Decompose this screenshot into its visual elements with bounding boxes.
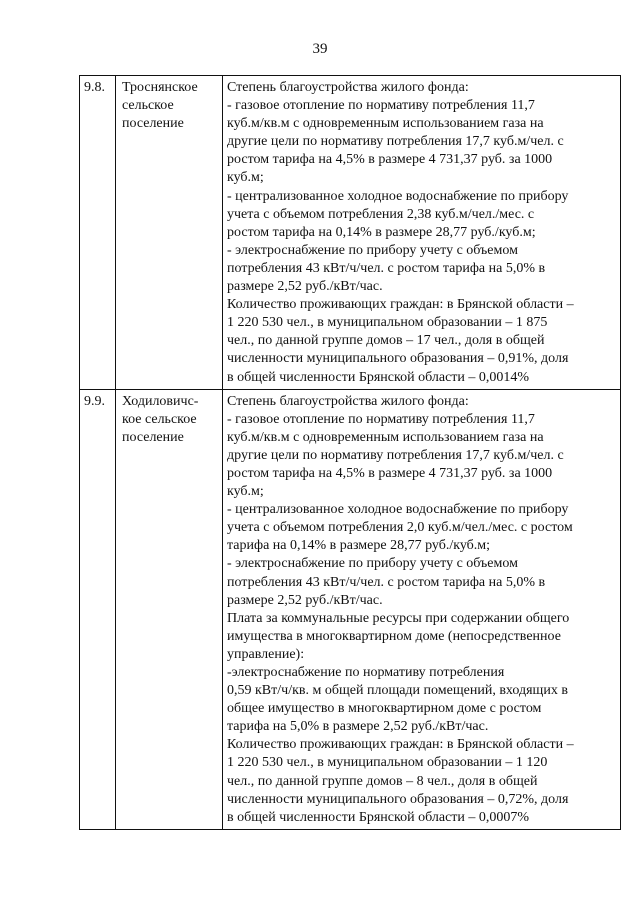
description-line: Степень благоустройства жилого фонда: xyxy=(227,80,469,95)
description-line: - централизованное холодное водоснабжение по прибору xyxy=(227,188,569,204)
settlement-name-line: поселение xyxy=(122,429,184,445)
description-line: численности муниципального образования – 0,91%, доля xyxy=(227,351,569,367)
description-line: численности муниципального образования – 0,72%, доля xyxy=(227,791,569,807)
description-line: куб.м/кв.м с одновременным использованием газа на xyxy=(227,429,544,445)
description-line: в общей численности Брянской области – 0,0007% xyxy=(227,809,530,825)
description-line: 0,59 кВт/ч/кв. м общей площади помещений, входящих в xyxy=(227,683,568,699)
description-line: чел., по данной группе домов – 17 чел., доля в общей xyxy=(227,333,545,349)
table-row xyxy=(80,389,621,829)
description-line: тарифа на 5,0% в размере 2,52 руб./кВт/час. xyxy=(227,719,489,735)
settlement-name-line: Ходиловичс- xyxy=(122,393,199,409)
page-number: 39 xyxy=(312,41,328,57)
description-line: учета с объемом потребления 2,0 куб.м/чел./мес. с ростом xyxy=(227,520,573,536)
settlement-name-line: поселение xyxy=(122,116,184,132)
settlement-name-line: Троснянское xyxy=(122,80,198,95)
description-line: 1 220 530 чел., в муниципальном образовании – 1 875 xyxy=(227,315,548,331)
row-number-cell xyxy=(80,76,116,390)
description-line: 1 220 530 чел., в муниципальном образовании – 1 120 xyxy=(227,755,548,771)
settlement-name-cell xyxy=(116,389,223,829)
description-line: Количество проживающих граждан: в Брянской области – xyxy=(227,297,574,313)
description-line: Количество проживающих граждан: в Брянской области – xyxy=(227,737,574,753)
settlement-name-cell xyxy=(116,76,223,390)
description-line: ростом тарифа на 0,14% в размере 28,77 руб./куб.м; xyxy=(227,224,536,240)
description-line: размере 2,52 руб./кВт/час. xyxy=(227,279,383,295)
description-line: имущества в многоквартирном доме (непосредственное xyxy=(227,628,561,644)
description-line: куб.м; xyxy=(227,484,264,500)
description-line: ростом тарифа на 4,5% в размере 4 731,37 руб. за 1000 xyxy=(227,152,553,168)
description-cell xyxy=(223,389,621,829)
description-line: -электроснабжение по нормативу потребления xyxy=(227,665,505,680)
description-line: размере 2,52 руб./кВт/час. xyxy=(227,592,383,608)
table-body xyxy=(80,76,621,830)
description-line: - газовое отопление по нормативу потребления 11,7 xyxy=(227,98,535,114)
description-line: Плата за коммунальные ресурсы при содержании общего xyxy=(227,610,570,626)
description-line: - централизованное холодное водоснабжение по прибору xyxy=(227,502,569,518)
description-line: - электроснабжение по прибору учету с объемом xyxy=(227,556,518,572)
description-line: учета с объемом потребления 2,38 куб.м/чел./мес. с xyxy=(227,206,535,222)
description-line: в общей численности Брянской области – 0,0014% xyxy=(227,369,530,385)
tariff-table xyxy=(79,75,621,830)
table-row xyxy=(80,76,621,390)
description-line: общее имущество в многоквартирном доме с ростом xyxy=(227,701,542,717)
description-line: управление): xyxy=(227,646,305,662)
row-number: 9.9. xyxy=(84,393,105,409)
description-line: потребления 43 кВт/ч/чел. с ростом тарифа на 5,0% в xyxy=(227,574,546,590)
description-line: Степень благоустройства жилого фонда: xyxy=(227,393,469,409)
description-line: тарифа на 0,14% в размере 28,77 руб./куб.м; xyxy=(227,538,491,554)
description-line: - газовое отопление по нормативу потребления 11,7 xyxy=(227,411,535,427)
row-number-cell xyxy=(80,389,116,829)
settlement-name-line: сельское xyxy=(122,98,174,114)
description-line: ростом тарифа на 4,5% в размере 4 731,37 руб. за 1000 xyxy=(227,465,553,481)
row-number: 9.8. xyxy=(84,80,105,95)
description-cell xyxy=(223,76,621,390)
settlement-name-line: кое сельское xyxy=(122,411,197,427)
description-line: чел., по данной группе домов – 8 чел., доля в общей xyxy=(227,773,538,789)
description-line: другие цели по нормативу потребления 17,7 куб.м/чел. с xyxy=(227,134,564,150)
description-line: потребления 43 кВт/ч/чел. с ростом тарифа на 5,0% в xyxy=(227,260,546,276)
description-line: куб.м/кв.м с одновременным использованием газа на xyxy=(227,116,544,132)
description-line: другие цели по нормативу потребления 17,7 куб.м/чел. с xyxy=(227,447,564,463)
description-line: - электроснабжение по прибору учету с объемом xyxy=(227,242,518,258)
description-line: куб.м; xyxy=(227,170,264,186)
